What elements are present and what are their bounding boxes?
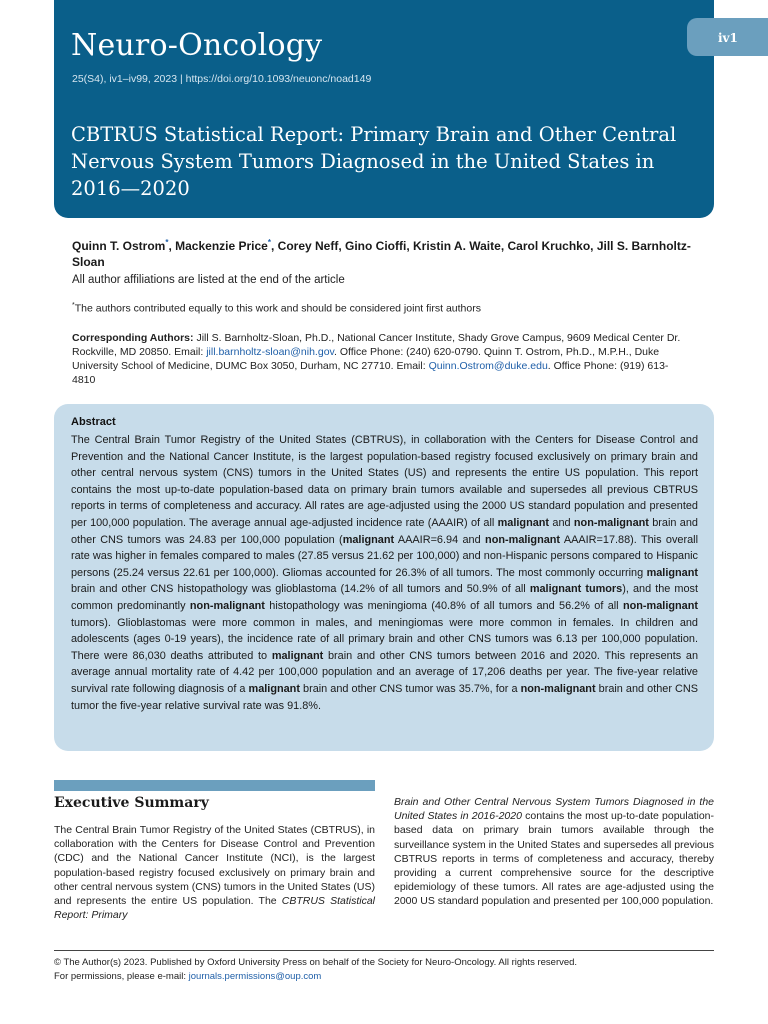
copyright-line: © The Author(s) 2023. Published by Oxford University Press on behalf of the Society for Neuro-Oncology. All rights reserved. [54, 957, 578, 968]
equal-contribution-note [72, 302, 481, 315]
abstract-box [54, 404, 714, 751]
author-name: Quinn T. Ostrom [72, 239, 166, 253]
copyright-footer [54, 956, 714, 984]
executive-summary-right-column [394, 795, 714, 909]
author-name: Carol Kruchko [507, 239, 591, 253]
equal-contribution-mark: * [267, 238, 271, 247]
executive-summary-right-text: contains the most up-to-date population-based data on primary brain tumors available through the surveillance system in the United States and supersedes all previous CBTRUS reports in terms of completeness and accuracy, thereby providing a current comprehensive source for the descriptive epidemiology of these tumors. All rates are age-adjusted using the 2000 US standard population and presented per 100,000 population. [394, 810, 714, 908]
email-link-ostrom[interactable]: Quinn.Ostrom@duke.edu [428, 360, 548, 372]
corresponding-text-2: . Office Phone: (240) 620-0790. Quinn T. Ostrom, Ph.D., M.P.H., Duke University School of Medicine, DUMC Box 3050, Durham, NC 27710. Email: [72, 346, 660, 372]
equal-contribution-mark: * [72, 302, 75, 309]
abstract-emphasis: malignant [646, 566, 698, 579]
footer-divider [54, 950, 714, 951]
abstract-emphasis: non-malignant [622, 599, 698, 612]
abstract-text-segment: AAAIR=6.94 and [394, 533, 486, 546]
author-separator: , [338, 239, 346, 253]
permissions-email-link[interactable]: journals.permissions@oup.com [188, 971, 322, 982]
report-title-italic-part-2: Brain and Other Central Nervous System Tumors Diagnosed in the United States in 2016-2020 [394, 796, 714, 823]
executive-summary-left-text: The Central Brain Tumor Registry of the United States (CBTRUS), in collaboration with the Centers for Disease Control and Prevention (CDC) and the National Cancer Institute (NCI), is the largest population-based registry focused exclusively on primary brain and other central nervous system (CNS) tumors in the United States (US) and represents the entire US population. The [54, 824, 375, 908]
author-name: Kristin A. Waite [413, 239, 501, 253]
author-separator: , [590, 239, 597, 253]
author-name: Jill S. Barnholtz-Sloan [72, 239, 691, 269]
corresponding-text-3: . Office Phone: (919) 613-4810 [72, 360, 669, 386]
article-title: CBTRUS Statistical Report: Primary Brain and Other Central Nervous System Tumors Diagnosed in the United States in 2016—2020 [71, 123, 677, 200]
abstract-text [71, 432, 698, 714]
permissions-prefix: For permissions, please e-mail: [54, 971, 189, 982]
journal-header-banner [54, 0, 714, 218]
abstract-emphasis: malignant [248, 682, 300, 695]
permissions-line [54, 970, 714, 984]
email-link-barnholtz-sloan[interactable]: jill.barnholtz-sloan@nih.gov [206, 346, 334, 358]
abstract-text-segment: ), and the most common predominantly [71, 583, 699, 612]
page-number: iv1 [718, 31, 738, 45]
abstract-text-segment: brain and other CNS tumor was 35.7%, for a [299, 682, 521, 695]
abstract-text-segment: brain and other CNS tumor the five-year relative survival rate was 91.8%. [71, 682, 699, 712]
abstract-text-segment: tumors). Glioblastomas were more common in males, and meningiomas were more common in females. In children and adolescents (ages 0-19 years), the incidence rate of all primary brain and other CNS tumors was 6.13 per 100,000 population. There were 86,030 deaths attributed to [71, 616, 698, 662]
abstract-emphasis: malignant [497, 516, 550, 529]
abstract-text-segment: brain and other CNS tumors was 24.83 per 100,000 population ( [71, 516, 698, 546]
abstract-text-segment: brain and other CNS tumors between 2016 and 2020. This represents an average annual mortality rate of 4.42 per 100,000 population and an average of 17,206 deaths per year. The five-year relative survival rate following diagnosis of a [71, 649, 698, 695]
abstract-emphasis: non-malignant [573, 516, 649, 529]
author-name: Mackenzie Price [175, 239, 268, 253]
affiliation-note: All author affiliations are listed at the end of the article [72, 274, 345, 286]
equal-contribution-mark: * [165, 238, 169, 247]
abstract-text-segment: AAAIR=17.88). This overall rate was higher in females compared to males (27.85 versus 21.62 per 100,000) and non-Hispanic persons compared to Hispanic persons (25.24 versus 22.61 per 100,000). Gliomas accounted for 26.3% of all tumors. The most commonly occurring [71, 533, 698, 579]
abstract-text-segment: The Central Brain Tumor Registry of the United States (CBTRUS), in collaboration with the Centers for Disease Control and Prevention and the National Cancer Institute, is the largest population-based registry focused exclusively on primary brain and other central nervous system (CNS) tumors in the United States (US) and represents the entire US population. This report contains the most up-to-date population-based data on primary brain tumors available and supersedes all previous CBTRUS reports in terms of completeness and accuracy. All rates are age-adjusted using the 2000 US standard population and presented per 100,000 population. The average annual age-adjusted incidence rate (AAAIR) of all [71, 434, 698, 529]
abstract-text-segment: and [549, 516, 574, 529]
author-list [72, 235, 702, 270]
abstract-text-segment: histopathology was meningioma (40.8% of all tumors and 56.2% of all [264, 599, 623, 612]
corresponding-authors [72, 331, 682, 387]
corresponding-label: Corresponding Authors: [72, 332, 194, 344]
author-separator: , [270, 239, 278, 253]
abstract-text-segment: brain and other CNS histopathology was glioblastoma (14.2% of all tumors and 50.9% of all [71, 583, 530, 596]
abstract-emphasis: non-malignant [485, 533, 561, 546]
author-separator: , [406, 239, 414, 253]
executive-summary-heading: Executive Summary [54, 795, 209, 811]
corresponding-text-1: Jill S. Barnholtz-Sloan, Ph.D., National Cancer Institute, Shady Grove Campus, 9609 Medical Center Dr. Rockville, MD 20850. Email: [72, 332, 681, 358]
equal-contribution-text: The authors contributed equally to this work and should be considered joint first authors [74, 302, 481, 315]
abstract-emphasis: malignant tumors [529, 583, 623, 596]
author-name: Gino Cioffi [345, 239, 407, 253]
abstract-emphasis: malignant [342, 533, 395, 546]
journal-name: Neuro-Oncology [71, 28, 323, 63]
abstract-heading: Abstract [71, 416, 116, 428]
author-separator: , [500, 239, 508, 253]
page-number-tab [687, 18, 768, 56]
abstract-emphasis: non-malignant [189, 599, 265, 612]
abstract-emphasis: malignant [271, 649, 324, 662]
citation-doi[interactable]: 25(S4), iv1–iv99, 2023 | https://doi.org/10.1093/neuonc/noad149 [72, 73, 372, 85]
section-divider-bar [54, 780, 375, 791]
report-title-italic-part-1: CBTRUS Statistical Report: Primary [54, 895, 375, 922]
author-name: Corey Neff [277, 239, 339, 253]
author-separator: , [168, 239, 176, 253]
executive-summary-left-column [54, 823, 375, 922]
abstract-emphasis: non-malignant [520, 682, 596, 695]
